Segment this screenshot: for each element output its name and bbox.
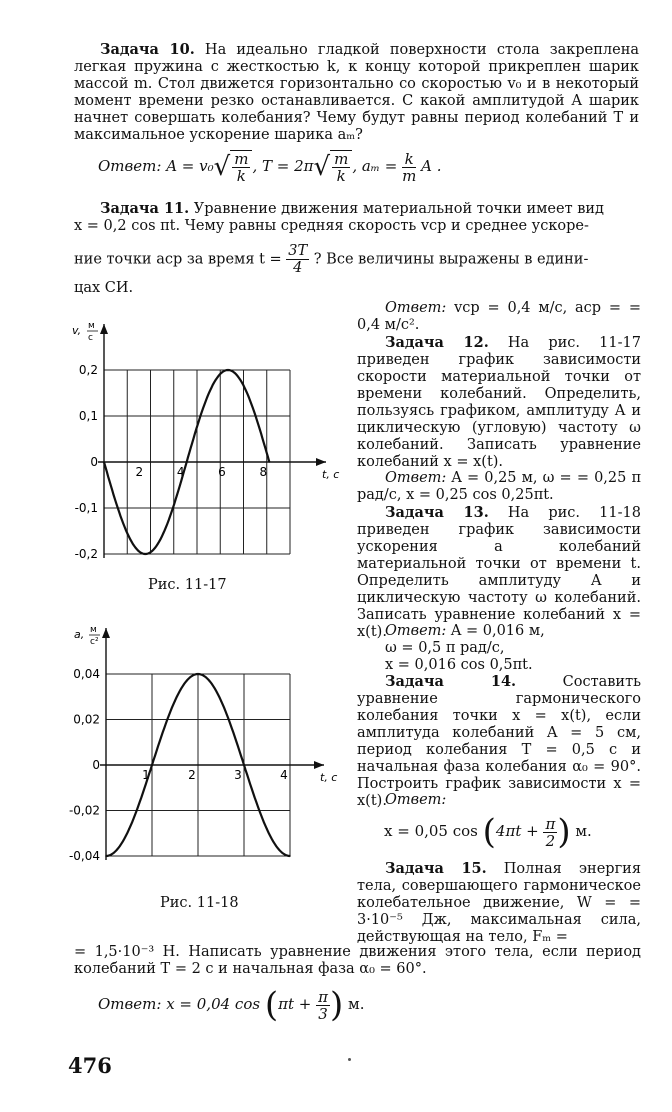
problem-10-label: Задача 10. [100,41,195,58]
data-point [243,764,245,766]
fraction-numerator: m [334,150,349,168]
figure-caption-11-17: Рис. 11-17 [148,577,227,593]
problem-11-line2: x = 0,2 cos πt. Чему равны средняя скорость vср и среднее ускоре- [74,218,589,234]
figure-caption-11-18: Рис. 11-18 [160,895,239,911]
data-point [165,526,167,528]
problem-12-answer-text: A = 0,25 м, ω = = 0,25 π рад/с, x = 0,25 cos 0,25πt. [357,470,641,503]
problem-14-answer [384,812,592,852]
problem-14-answer-b: 4πt + [495,822,539,840]
fraction-denominator: m [402,166,417,185]
data-point [186,461,188,463]
problem-10-answer-part4: A . [421,157,442,175]
data-point [207,396,209,398]
problem-15-answer-b: πt + [278,995,312,1013]
problem-15-answer-c: м. [348,995,365,1013]
y-axis-unit-numerator: м [88,321,95,331]
right-paren-icon: ) [557,812,571,852]
x-axis-label: t, с [322,468,340,481]
y-axis-label: v, [72,324,82,337]
problem-13-label: Задача 13. [385,504,489,521]
fraction-numerator: π [318,987,328,1006]
y-tick-label: -0,2 [74,547,98,561]
x-axis-arrow-icon [316,458,326,466]
problem-11-line1: Уравнение движения материальной точки имеет вид [189,201,604,217]
x-tick-label: 3 [234,768,242,782]
x-tick-label: 2 [135,465,144,479]
x-tick-label: 4 [280,768,288,782]
data-point [269,461,271,463]
y-axis-arrow-icon [100,324,108,334]
x-tick-label: 4 [176,465,185,479]
fraction-numerator: m [234,150,249,168]
data-point [266,828,268,830]
problem-15-cont: = 1,5·10⁻³ Н. Написать уравнение движения этого тела, если период колебаний T = 2 с и начальная фаза α₀ = 60°. [74,944,641,977]
x-axis-label: t, с [320,771,338,784]
y-tick-label: 0,04 [73,667,100,681]
problem-13-answer-2: ω = 0,5 π рад/с, [385,640,505,656]
problem-10-answer-label: Ответ: [98,157,162,175]
data-point [124,526,126,528]
data-point [174,701,176,703]
problem-11-answer [357,300,641,334]
data-point [227,369,229,371]
data-point [197,673,199,675]
problem-10-answer-part1: A = v₀ [166,157,214,175]
problem-10-answer [98,150,442,184]
problem-11-answer-label: Ответ: [385,300,447,316]
chart-fig-11-17 [62,312,352,602]
problem-14-answer-label-row [385,792,446,809]
y-tick-label: 0 [92,758,100,772]
problem-14-label: Задача 14. [385,673,517,690]
problem-15-answer [98,985,364,1025]
problem-15 [357,860,641,946]
problem-13-text: На рис. 11-18 приведен график зависимости ускорения a колебаний материальной точки от времени t. Определить амплитуду A и циклическую частоту ω колебаний. Записать уравнение колебаний x = x(t). [357,505,641,640]
problem-11-line4: цах СИ. [74,280,134,296]
data-point [128,828,130,830]
y-axis-unit-numerator: м [90,625,97,635]
fraction-denominator: 3 [318,1004,328,1023]
fraction-denominator: k [236,167,246,185]
x-tick-label: 6 [218,465,226,479]
problem-10 [74,41,639,144]
data-point [248,396,250,398]
problem-12-answer-label: Ответ: [385,470,447,486]
y-axis-arrow-icon [102,628,110,638]
problem-12-label: Задача 12. [385,334,489,351]
problem-14-text: Составить уравнение гармонического колебания точки x = x(t), если амплитуда колебаний A = 5 см, период колебания T = 0,5 с и начальная фаза колебания α₀ = 90°. Построить график зависимости x = x(t). [357,674,641,809]
problem-15-answer-a: x = 0,04 cos [166,995,261,1013]
data-point [145,553,147,555]
y-tick-label: -0,02 [68,803,100,818]
left-paren-icon: ( [482,812,496,852]
problem-11-label: Задача 11. [100,200,190,217]
problem-11-line3b: ? Все величины выражены в едини- [313,251,589,268]
data-point [103,461,105,463]
data-point [151,764,153,766]
problem-10-answer-part3: , aₘ = [352,157,398,175]
y-axis-unit-denominator: с² [90,637,99,647]
data-point [105,855,107,857]
problem-13-answer [385,623,641,674]
left-paren-icon: ( [264,985,279,1025]
y-axis-label: a, [74,628,85,641]
data-point [289,855,291,857]
problem-15-label: Задача 15. [385,860,487,877]
fraction-denominator: k [336,167,346,185]
y-tick-label: 0,2 [78,363,98,377]
right-paren-icon: ) [329,985,344,1025]
problem-13-answer-3: x = 0,016 cos 0,5πt. [385,657,533,673]
y-axis-unit-denominator: с [88,333,93,343]
y-tick-label: 0 [90,455,98,469]
speck-mark [348,1058,351,1061]
problem-12-answer [357,470,641,504]
problem-10-answer-part2: , T = 2π [252,157,314,175]
problem-14-answer-label: Ответ: [385,792,447,808]
problem-12-text: На рис. 11-17 приведен график зависимости скорости материальной точки от времени колебаний. Определить, пользуясь графиком, амплитуду A и циклическую (угловую) частоту ω колебаний. Записать уравнение колебаний x = x(t). [357,335,641,470]
sqrt-sign-icon: √ [313,152,331,182]
fraction-numerator: π [545,814,556,833]
y-tick-label: -0,04 [68,849,100,863]
problem-15-text1: Полная энергия тела, совершающего гармоническое колебательное движение, W = = 3·10⁻⁵ Дж, максимальная сила, действующая на тело, Fₘ = [357,861,641,945]
x-axis-arrow-icon [314,761,324,769]
x-tick-label: 2 [188,768,196,782]
y-tick-label: 0,02 [73,712,100,727]
chart-fig-11-18 [62,618,352,868]
problem-11-answer-text: vср = 0,4 м/с, aср = = 0,4 м/с². [357,300,641,333]
problem-12 [357,334,641,471]
fraction-denominator: 2 [545,831,556,850]
problem-11-line3a: ние точки aср за время t = [74,251,282,268]
y-tick-label: 0,1 [78,409,98,423]
problem-10-text: На идеально гладкой поверхности стола закреплена легкая пружина с жесткостью k, к концу которой прикреплен шарик массой m. Стол движется горизонтально со скоростью v₀ и в некоторый момент времени резко останавливается. С какой амплитудой A шарик начнет совершать колебания? Чему будут равны период колебаний T и максимальное ускорение шарика aₘ? [74,42,639,143]
problem-14 [357,673,641,810]
problem-15-answer-label: Ответ: [98,995,162,1013]
problem-13-answer-1: A = 0,016 м, [446,623,545,639]
problem-14-answer-c: м. [575,822,592,840]
x-tick-label: 8 [259,465,268,479]
problem-14-answer-a: x = 0,05 cos [384,822,478,840]
problem-13 [357,504,641,641]
problem-13-answer-label: Ответ: [385,623,447,639]
fraction-numerator: 3T [288,243,308,259]
y-tick-label: -0,1 [74,501,98,515]
problem-11 [74,200,639,297]
sqrt-sign-icon: √ [213,152,231,182]
page-number: 476 [68,1053,112,1078]
data-point [220,701,222,703]
x-tick-label: 1 [142,768,150,782]
fraction-denominator: 4 [293,260,303,276]
fraction-numerator: k [402,151,416,168]
